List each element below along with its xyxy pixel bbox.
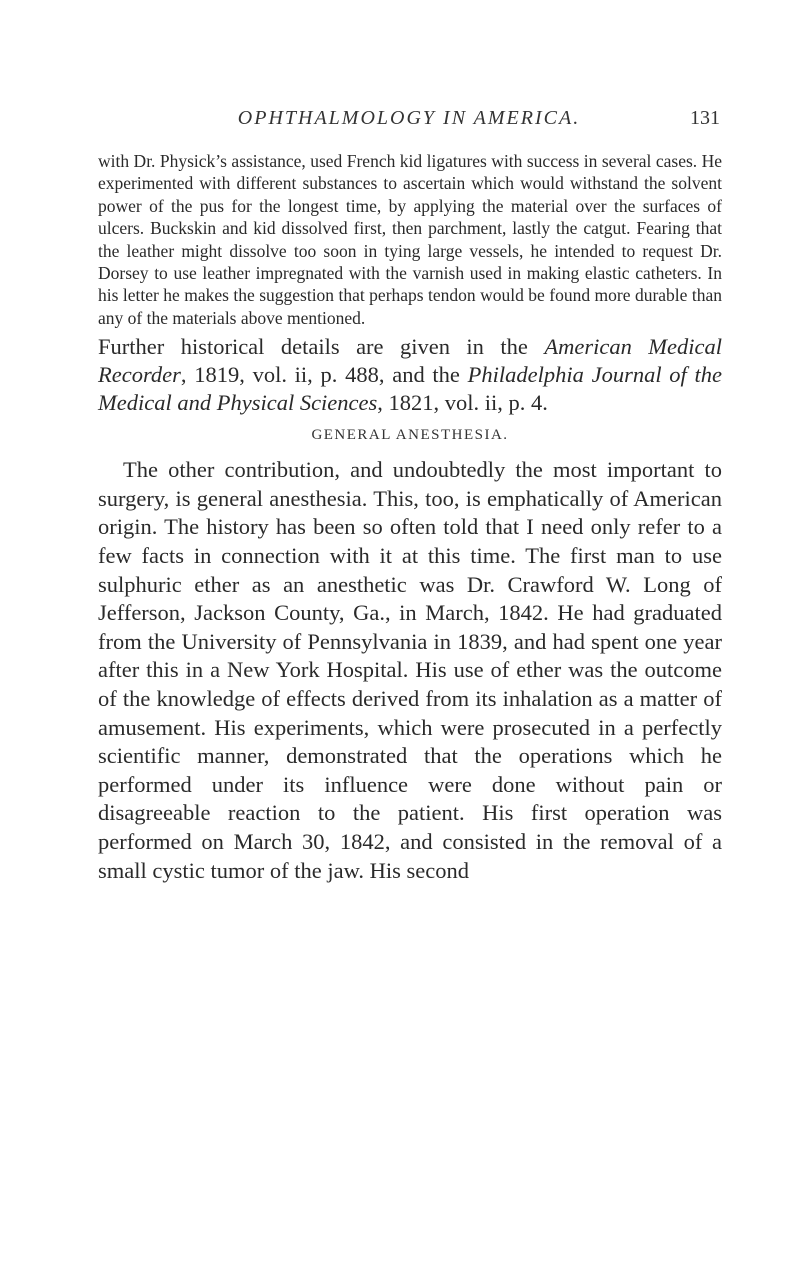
paragraph-ligatures: with Dr. Physick’s assistance, used French kid ligatures with success in several cases. He experimented with different substances to ascertain which would withstand the solvent power of the pus for the longest time, by applying the material over the surfaces of ulcers. Buckskin and kid dissolved first, then parchment, lastly the catgut. Fearing that the leather might dissolve too soon in tying large vessels, he intended to request Dr. Dorsey to use leather impregnated with the varnish used in making elastic catheters. In his letter he makes the suggestion that perhaps tendon would be found more durable than any of the materials above mentioned. [98, 151, 722, 328]
body-text [98, 150, 722, 885]
journal-title-philadelphia-journal: Philadelphia Journal of the Medical and Physical Sciences [98, 362, 722, 416]
journal-title-american-medical-recorder: American Medical Recorder [98, 334, 722, 388]
page-number: 131 [690, 107, 720, 129]
historical-details-text-2: , 1819, vol. ii, p. 488, and the [180, 362, 468, 388]
paragraph-general-anesthesia: The other contribution, and undoubtedly the most important to surgery, is general anesthesia. This, too, is emphatically of American origin. The history has been so often told that I need only refer to a few facts in connection with it at this time. The first man to use sulphuric ether as an anesthetic was Dr. Crawford W. Long of Jefferson, Jackson County, Ga., in March, 1842. He had graduated from the University of Pennsylvania in 1839, and had spent one year after this in a New York Hospital. His use of ether was the outcome of the knowledge of effects derived from its inhalation as a matter of amusement. His experiments, which were prosecuted in a perfectly scientific manner, demonstrated that the operations which he performed under its influence were done without pain or disagreeable reaction to the patient. His first operation was performed on March 30, 1842, and consisted in the removal of a small cystic tumor of the jaw. His second [98, 457, 722, 883]
paragraph-historical-details [98, 333, 722, 417]
section-heading: GENERAL ANESTHESIA. [311, 427, 509, 444]
historical-details-text-3: , 1821, vol. ii, p. 4. [377, 390, 548, 416]
historical-details-text-1: Further historical details are given in the [98, 334, 545, 360]
running-head [98, 107, 720, 137]
running-title: OPHTHALMOLOGY IN AMERICA. [237, 107, 581, 129]
